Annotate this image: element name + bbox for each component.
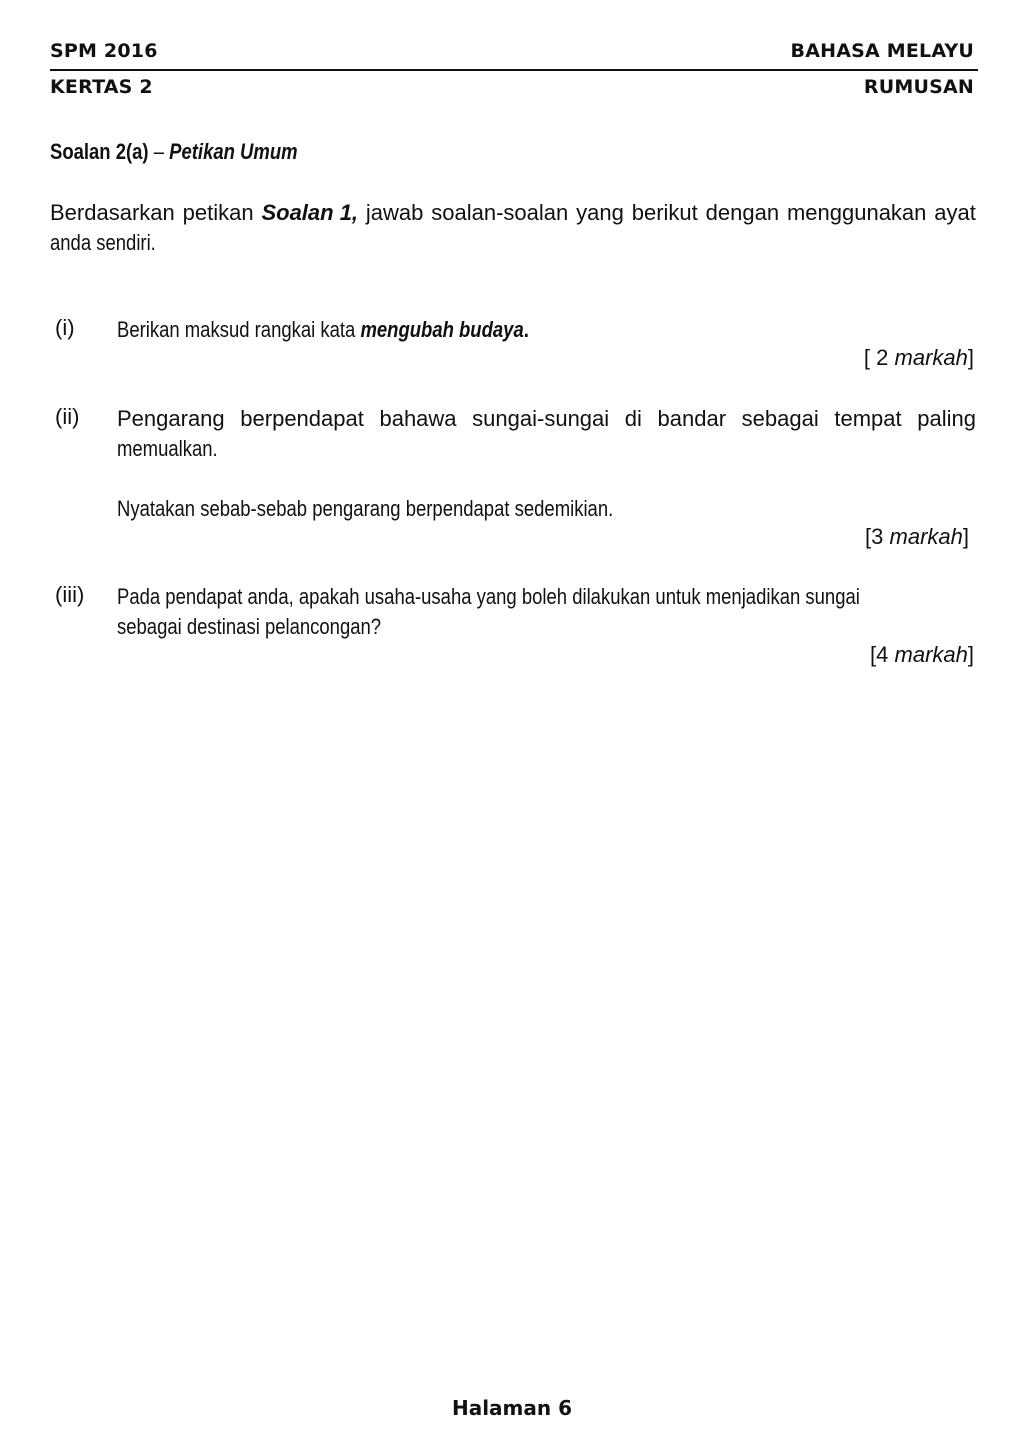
word: tempat	[834, 406, 902, 431]
word: paling	[917, 406, 976, 431]
question-1-marks	[864, 345, 974, 371]
question-3-line-1: Pada pendapat anda, apakah usaha-usaha yang boleh dilakukan untuk menjadikan sungai	[117, 584, 860, 609]
question-1-text	[117, 315, 976, 345]
word: yang	[576, 200, 624, 225]
instructions-line-1	[50, 198, 976, 228]
question-2-line-2: memualkan.	[117, 436, 218, 461]
page-number: Halaman 6	[451, 1396, 573, 1420]
word: soalan-soalan	[431, 200, 569, 225]
question-1-period: .	[523, 317, 529, 342]
question-2-instruction-text: Nyatakan sebab-sebab pengarang berpendapat sedemikian.	[117, 496, 614, 521]
marks-open: [3	[865, 524, 884, 549]
word: jawab	[365, 200, 424, 225]
instructions-paragraph	[50, 198, 976, 258]
question-1-term: mengubah budaya	[360, 317, 524, 342]
instructions-line-2-text: anda sendiri.	[50, 230, 156, 255]
question-2-marks	[865, 524, 969, 550]
page-footer	[0, 1396, 1024, 1420]
word: ayat	[934, 200, 976, 225]
header-top-row	[50, 40, 974, 62]
marks-open: [ 2	[863, 345, 889, 370]
section-subtitle: Petikan Umum	[169, 139, 298, 164]
question-2-line-1	[117, 404, 976, 434]
word: Pengarang	[117, 406, 225, 431]
question-3-number: (iii)	[55, 582, 85, 607]
word: Berdasarkan	[50, 200, 175, 225]
word: petikan	[182, 200, 254, 225]
question-2-text	[117, 404, 976, 464]
question-3-line-2: sebagai destinasi pelancongan?	[117, 614, 382, 639]
marks-close: ]	[962, 524, 969, 549]
exam-year: SPM 2016	[50, 40, 158, 62]
instructions-line-2	[50, 228, 976, 258]
question-2-number: (ii)	[55, 404, 80, 429]
marks-word: markah	[894, 642, 968, 667]
marks-open: [4	[870, 642, 889, 667]
word: bandar	[657, 406, 727, 431]
question-1-prefix: Berikan maksud rangkai kata	[117, 317, 356, 342]
marks-close: ]	[967, 642, 974, 667]
section-dash: –	[153, 139, 165, 164]
question-2-instruction	[117, 494, 976, 524]
word: berpendapat	[240, 406, 364, 431]
question-1-number: (i)	[55, 315, 75, 340]
marks-word: markah	[894, 345, 968, 370]
paper-section: RUMUSAN	[863, 76, 974, 98]
word: sebagai	[741, 406, 819, 431]
header-bottom-row	[50, 76, 974, 98]
paper-number: KERTAS 2	[50, 76, 153, 98]
word: di	[624, 406, 642, 431]
word: dengan	[705, 200, 780, 225]
section-label: Soalan 2(a)	[50, 139, 149, 164]
marks-word: markah	[889, 524, 963, 549]
word: bahawa	[379, 406, 457, 431]
question-reference: Soalan 1,	[261, 200, 359, 225]
section-title	[50, 139, 345, 165]
subject-name: BAHASA MELAYU	[790, 40, 974, 62]
question-3-marks	[870, 642, 974, 668]
word: menggunakan	[786, 200, 927, 225]
word: sungai-sungai	[472, 406, 610, 431]
question-3-text	[117, 582, 976, 642]
word: berikut	[631, 200, 698, 225]
marks-close: ]	[967, 345, 974, 370]
header-divider	[50, 69, 978, 71]
